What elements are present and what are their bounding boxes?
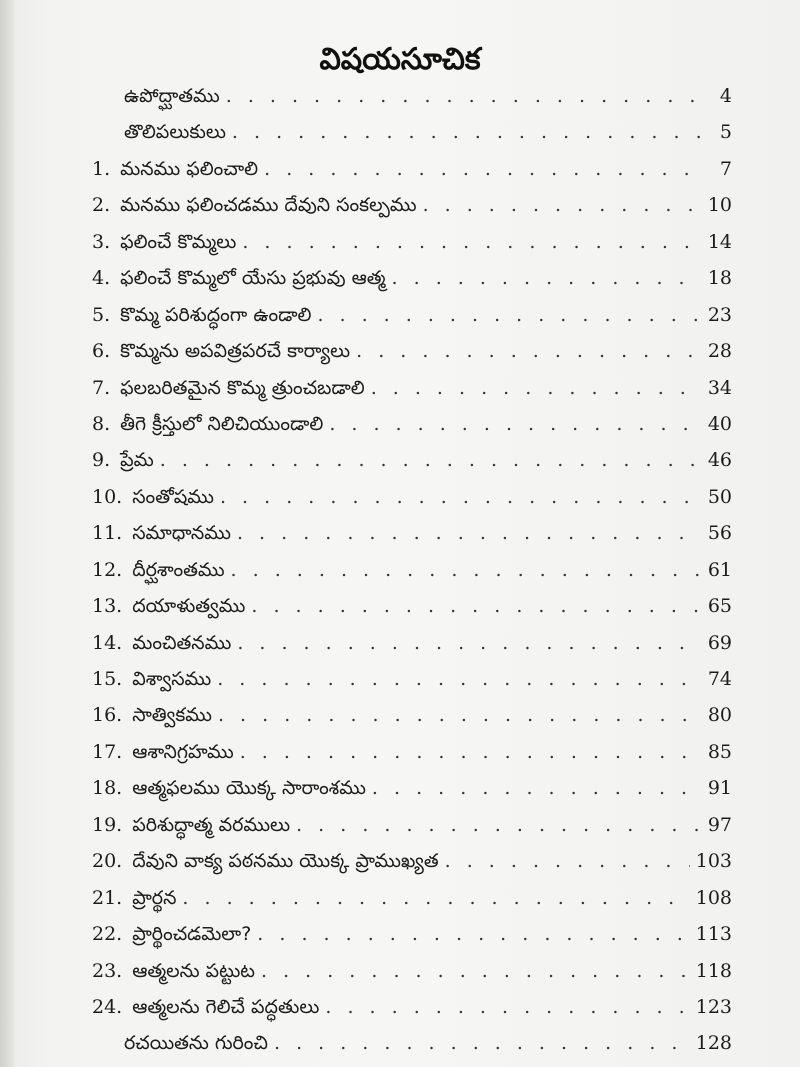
toc-entry-page-number: 65 (707, 595, 732, 618)
toc-entry (92, 661, 732, 697)
dot-leader (237, 625, 702, 661)
toc-entry-title: దేవుని వాక్య పఠనము యొక్క ప్రాముఖ్యత (132, 850, 439, 873)
toc-entry-number: 6. (92, 340, 111, 363)
dot-leader (317, 297, 701, 333)
toc-entry-number: 10. (92, 485, 123, 508)
toc-entry (92, 479, 732, 515)
toc-entry-title: సమాధానము (132, 522, 231, 545)
toc-entry (92, 114, 732, 150)
toc-entry-title: ప్రార్థన (132, 886, 177, 909)
toc-entry-page-number: 4 (719, 85, 732, 107)
toc-entry (92, 515, 732, 551)
toc-entry-title: ఆత్మలను పట్టుట (132, 959, 255, 982)
toc-entry (92, 916, 732, 952)
toc-entry-number: 24. (92, 995, 123, 1018)
toc-entry-page-number: 28 (707, 340, 732, 363)
toc-entry-title: మనము ఫలించడము దేవుని సంకల్పము (120, 194, 417, 217)
toc-entry (92, 552, 732, 588)
toc-entry (92, 734, 732, 770)
toc-entry-title: ఆత్మఫలము యొక్క సారాంశము (132, 777, 366, 800)
toc-entry (92, 224, 732, 260)
dot-leader (257, 916, 689, 952)
toc-entry-number: 1. (92, 157, 111, 180)
toc-entry (92, 588, 732, 624)
toc-entry-page-number: 40 (707, 412, 732, 435)
toc-entry-number: 13. (92, 595, 123, 618)
toc-entry-title: ఉపోద్ఘాతము (124, 85, 220, 107)
toc-entry (92, 953, 732, 989)
toc-entry-number: 2. (92, 194, 111, 217)
toc-entry-page-number: 5 (719, 121, 732, 144)
toc-entry (92, 1025, 732, 1061)
toc-entry-number: 14. (92, 631, 123, 654)
toc-entry-number: 11. (92, 522, 123, 545)
dot-leader (392, 260, 702, 296)
toc-entry-page-number: 18 (707, 267, 732, 290)
toc-entry-page-number: 50 (707, 485, 732, 508)
toc-entry-title: తీగె క్రీస్తులో నిలిచియుండాలి (120, 412, 324, 435)
toc-entry (92, 697, 732, 733)
toc-entry (92, 78, 732, 114)
dot-leader (296, 807, 702, 843)
toc-entry-number: 16. (92, 704, 123, 727)
toc-entry (92, 406, 732, 442)
toc-entry-page-number: 23 (707, 303, 732, 326)
dot-leader (160, 442, 702, 478)
dot-leader (232, 114, 706, 150)
toc-entry (92, 770, 732, 806)
toc-entry-page-number: 80 (707, 704, 732, 727)
toc-entry-page-number: 103 (695, 850, 732, 873)
toc-entry (92, 880, 732, 916)
dot-leader (356, 333, 702, 369)
toc-entry-title: దయాళుత్వము (132, 595, 246, 618)
dot-leader (242, 224, 701, 260)
toc-entry-title: రచయితను గురించి (124, 1032, 268, 1055)
toc-entry-number: 12. (92, 558, 123, 581)
toc-entry (92, 297, 732, 333)
toc-entry (92, 843, 732, 879)
toc-entry-number: 21. (92, 886, 123, 909)
toc-entry-title: దీర్ఘశాంతము (132, 558, 225, 581)
toc-entry-number: 4. (92, 267, 111, 290)
toc-entry (92, 807, 732, 843)
toc-entry (92, 625, 732, 661)
dot-leader (182, 880, 689, 916)
toc-entry-page-number: 46 (707, 449, 732, 472)
toc-entry-page-number: 56 (707, 522, 732, 545)
toc-entry-page-number: 128 (695, 1032, 732, 1055)
toc-entry-number: 22. (92, 923, 123, 946)
toc-entry (92, 370, 732, 406)
dot-leader (274, 1025, 690, 1061)
toc-entry-page-number: 7 (719, 157, 732, 180)
toc-entry-page-number: 85 (707, 740, 732, 763)
toc-entry-page-number: 113 (695, 923, 732, 946)
toc-entry-title: సాత్వికము (132, 704, 212, 727)
dot-leader (372, 770, 702, 806)
dot-leader (251, 588, 701, 624)
toc-entry-title: పరిశుద్ధాత్మ వరములు (132, 813, 291, 836)
toc-entry-number: 20. (92, 850, 123, 873)
toc-entry-title: మనము ఫలించాలి (120, 157, 259, 180)
toc-entry-title: ఆత్మలను గెలిచే పద్ధతులు (132, 995, 320, 1018)
toc-entry-title: ఫలబరితమైన కొమ్మ త్రుంచబడాలి (120, 376, 365, 399)
toc-entry-page-number: 61 (707, 558, 732, 581)
toc-entry (92, 442, 732, 478)
toc-entry-number: 23. (92, 959, 123, 982)
toc-entry (92, 187, 732, 223)
toc-entry-page-number: 74 (707, 668, 732, 690)
toc-entry-number: 5. (92, 303, 111, 326)
toc-entry-page-number: 123 (695, 995, 732, 1018)
toc-entry-title: కొమ్మ పరిశుద్ధంగా ఉండాలి (120, 303, 312, 326)
toc-entry-number: 3. (92, 230, 111, 253)
page-edge (0, 0, 14, 1067)
toc-entry (92, 151, 732, 187)
dot-leader (226, 78, 706, 114)
dot-leader (325, 989, 689, 1025)
toc-entry-title: ఫలించే కొమ్మలు (120, 230, 237, 253)
dot-leader (423, 187, 702, 223)
toc-entry-page-number: 97 (707, 813, 732, 836)
toc-entry-number: 18. (92, 777, 123, 800)
dot-leader (261, 953, 690, 989)
dot-leader (371, 370, 702, 406)
page-title: విషయసూచిక (319, 42, 481, 78)
toc-entry-number: 17. (92, 740, 123, 763)
toc-entry-page-number: 91 (707, 777, 732, 800)
dot-leader (237, 515, 702, 551)
toc-entry-page-number: 14 (707, 230, 732, 253)
toc-entry-page-number: 118 (695, 959, 732, 982)
toc-entry-title: ఫలించే కొమ్మలో యేసు ప్రభువు ఆత్మ (120, 267, 386, 290)
dot-leader (329, 406, 702, 442)
dot-leader (217, 661, 702, 697)
toc-entry-title: తొలిపలుకులు (124, 121, 226, 144)
toc-entry-number: 9. (92, 449, 111, 472)
toc-entry-number: 15. (92, 668, 123, 690)
toc-entry-title: మంచితనము (132, 631, 232, 654)
toc-entry-title: సంతోషము (132, 485, 214, 508)
toc-entry-number: 8. (92, 412, 111, 435)
toc-entry-page-number: 108 (695, 886, 732, 909)
toc-entry-number: 19. (92, 813, 123, 836)
toc-entry-title: ప్రార్థించడమెలా? (132, 923, 252, 946)
dot-leader (218, 697, 702, 733)
dot-leader (264, 151, 706, 187)
toc-entry-page-number: 34 (707, 376, 732, 399)
dot-leader (445, 843, 690, 879)
toc-entry-page-number: 10 (707, 194, 732, 217)
toc-entry-number: 7. (92, 376, 111, 399)
toc-entry (92, 260, 732, 296)
toc-entry-title: కొమ్మను అపవిత్రపరచే కార్యాలు (120, 340, 351, 363)
toc-entry-title: విశ్వాసము (132, 668, 212, 690)
toc-entry-page-number: 69 (707, 631, 732, 654)
toc-entry (92, 333, 732, 369)
dot-leader (220, 479, 702, 515)
toc-entry-title: ప్రేమ (120, 449, 154, 472)
table-of-contents (92, 78, 732, 1062)
dot-leader (240, 734, 702, 770)
dot-leader (231, 552, 702, 588)
toc-entry-title: ఆశానిగ్రహము (132, 740, 234, 763)
toc-entry (92, 989, 732, 1025)
